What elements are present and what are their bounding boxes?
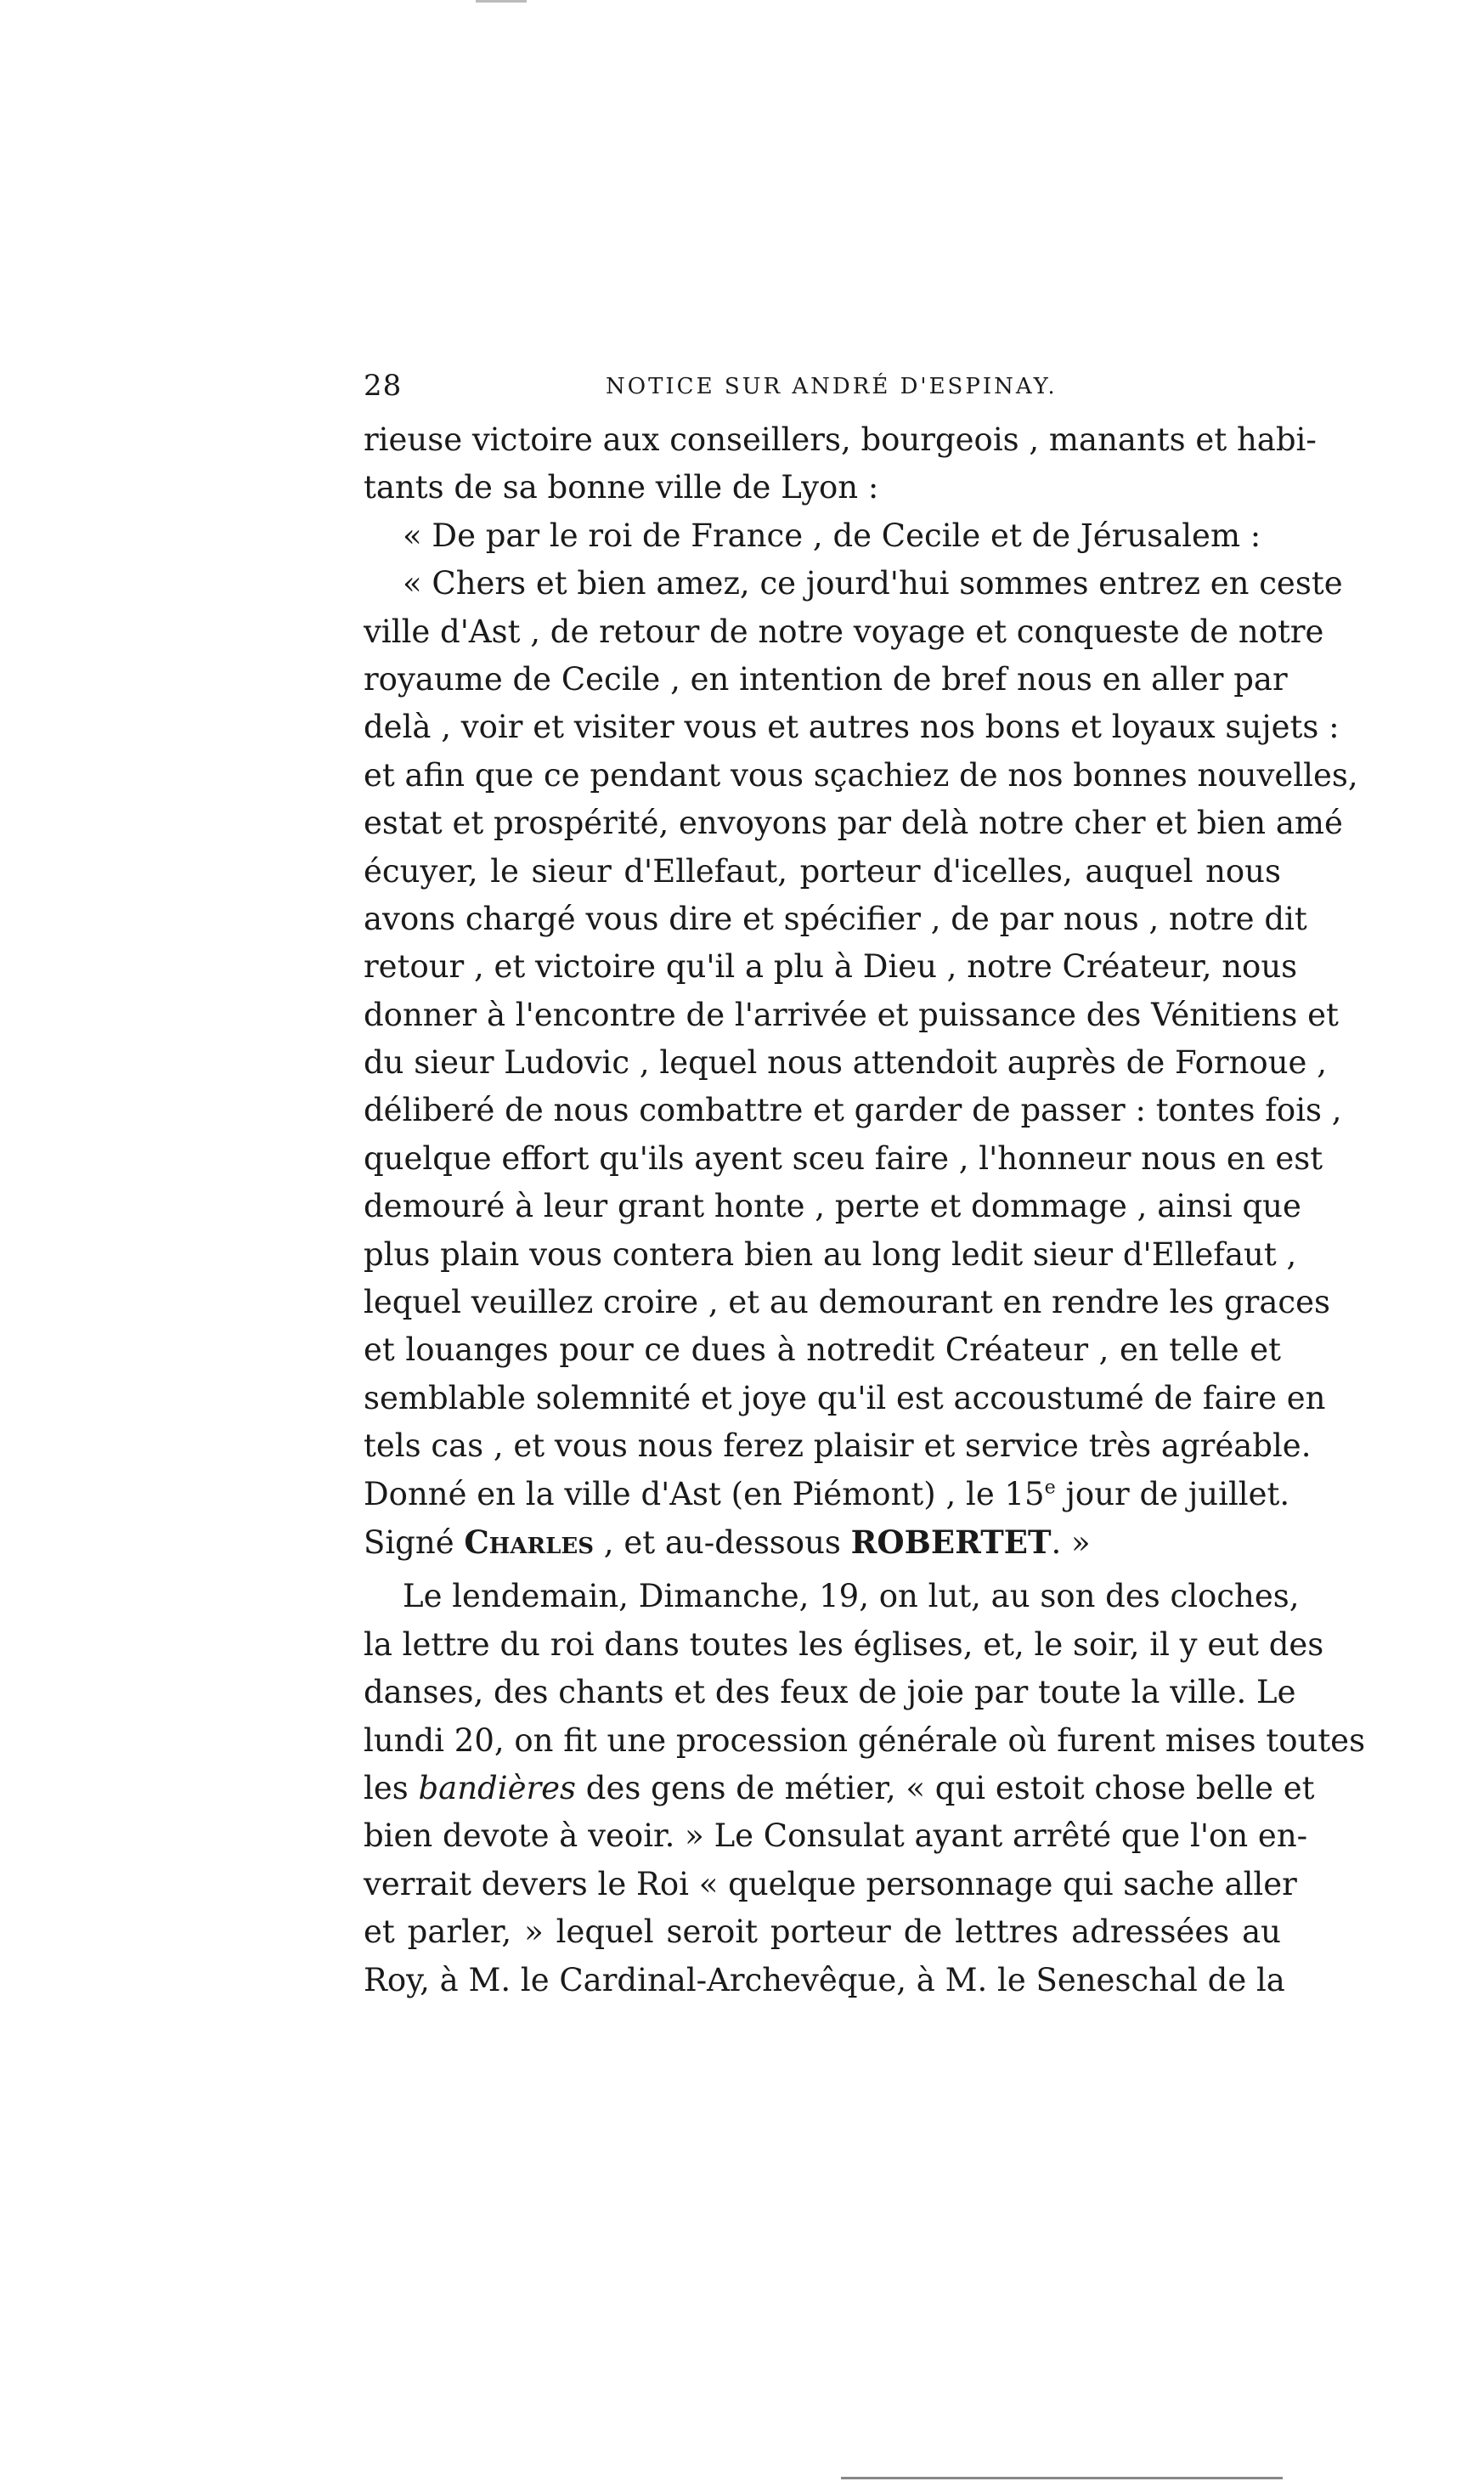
text-line: tels cas , et vous nous ferez plaisir et service très agréable.: [364, 1427, 1312, 1465]
text-line: Roy, à M. le Cardinal-Archevêque, à M. le Seneschal de la: [364, 1961, 1285, 1998]
text-line: estat et prospérité, envoyons par delà notre cher et bien amé: [364, 805, 1343, 842]
signature-label: Signé: [364, 1523, 454, 1561]
text-line: donner à l'encontre de l'arrivée et puissance des Vénitiens et: [364, 996, 1339, 1033]
text-line: rieuse victoire aux conseillers, bourgeois , manants et habi-: [364, 421, 1317, 458]
text-line: demouré à leur grant honte , perte et dommage , ainsi que: [364, 1188, 1301, 1225]
bandieres-rest: des gens de métier, « qui estoit chose belle et: [576, 1769, 1315, 1806]
running-title: NOTICE SUR ANDRÉ D'ESPINAY.: [606, 374, 1058, 399]
text-line-signature: [364, 1518, 1281, 1566]
text-line: plus plain vous contera bien au long ledit sieur d'Ellefaut ,: [364, 1235, 1297, 1273]
running-head: [364, 365, 1281, 416]
text-line: retour , et victoire qu'il a plu à Dieu , notre Créateur, nous: [364, 948, 1298, 986]
book-page: [364, 365, 1366, 2004]
body-text: [364, 416, 1366, 2004]
text-line: tants de sa bonne ville de Lyon :: [364, 469, 879, 506]
text-line: la lettre du roi dans toutes les églises, et, le soir, il y eut des: [364, 1625, 1324, 1663]
text-line: Le lendemain, Dimanche, 19, on lut, au son des cloches,: [403, 1578, 1300, 1615]
text-line: ville d'Ast , de retour de notre voyage et conqueste de notre: [364, 613, 1324, 650]
text-line: quelque effort qu'ils ayent sceu faire , l'honneur nous en est: [364, 1139, 1323, 1177]
text-line: et parler, » lequel seroit porteur de lettres adressées au: [364, 1913, 1281, 1951]
text-line: et louanges pour ce dues à notredit Créateur , en telle et: [364, 1331, 1281, 1369]
date-text: Donné en la ville d'Ast (en Piémont) , le 15: [364, 1475, 1045, 1512]
text-line: déliberé de nous combattre et garder de passer : tontes fois ,: [364, 1092, 1342, 1129]
bottom-edge-rule: [841, 2477, 1283, 2479]
text-line: verrait devers le Roi « quelque personnage qui sache aller: [364, 1865, 1297, 1902]
bandieres-word: bandières: [418, 1769, 577, 1806]
text-line: royaume de Cecile , en intention de bref nous en aller par: [364, 660, 1288, 698]
text-line: bien devote à veoir. » Le Consulat ayant arrêté que l'on en-: [364, 1817, 1308, 1855]
signature-charles: Charles: [464, 1523, 595, 1561]
date-superscript: e: [1044, 1476, 1056, 1499]
text-line-date: [364, 1471, 1290, 1518]
text-line: lundi 20, on fit une procession générale où furent mises toutes: [364, 1721, 1366, 1759]
text-line: danses, des chants et des feux de joie par toute la ville. Le: [364, 1674, 1296, 1711]
text-line: du sieur Ludovic , lequel nous attendoit auprès de Fornoue ,: [364, 1044, 1327, 1082]
text-line: écuyer, le sieur d'Ellefaut, porteur d'icelles, auquel nous: [364, 852, 1281, 890]
text-line: avons chargé vous dire et spécifier , de par nous , notre dit: [364, 900, 1307, 937]
page-number: 28: [364, 369, 403, 403]
signature-middle: , et au-dessous: [594, 1523, 851, 1561]
text-line: delà , voir et visiter vous et autres nos bons et loyaux sujets :: [364, 709, 1340, 746]
text-line-bandieres: [364, 1765, 1315, 1812]
top-edge-rule: [476, 0, 527, 3]
date-rest: jour de juillet.: [1055, 1475, 1290, 1512]
text-line: semblable solemnité et joye qu'il est accoustumé de faire en: [364, 1379, 1326, 1416]
signature-end: . »: [1051, 1523, 1091, 1561]
text-line: et afin que ce pendant vous sçachiez de nos bonnes nouvelles,: [364, 756, 1358, 794]
text-line: « De par le roi de France , de Cecile et de Jérusalem :: [403, 517, 1261, 554]
text-line: lequel veuillez croire , et au demourant en rendre les graces: [364, 1284, 1331, 1321]
les-word: les: [364, 1769, 409, 1806]
text-line: « Chers et bien amez, ce jourd'hui sommes entrez en ceste: [403, 565, 1343, 602]
signature-robertet: ROBERTET: [850, 1523, 1052, 1561]
